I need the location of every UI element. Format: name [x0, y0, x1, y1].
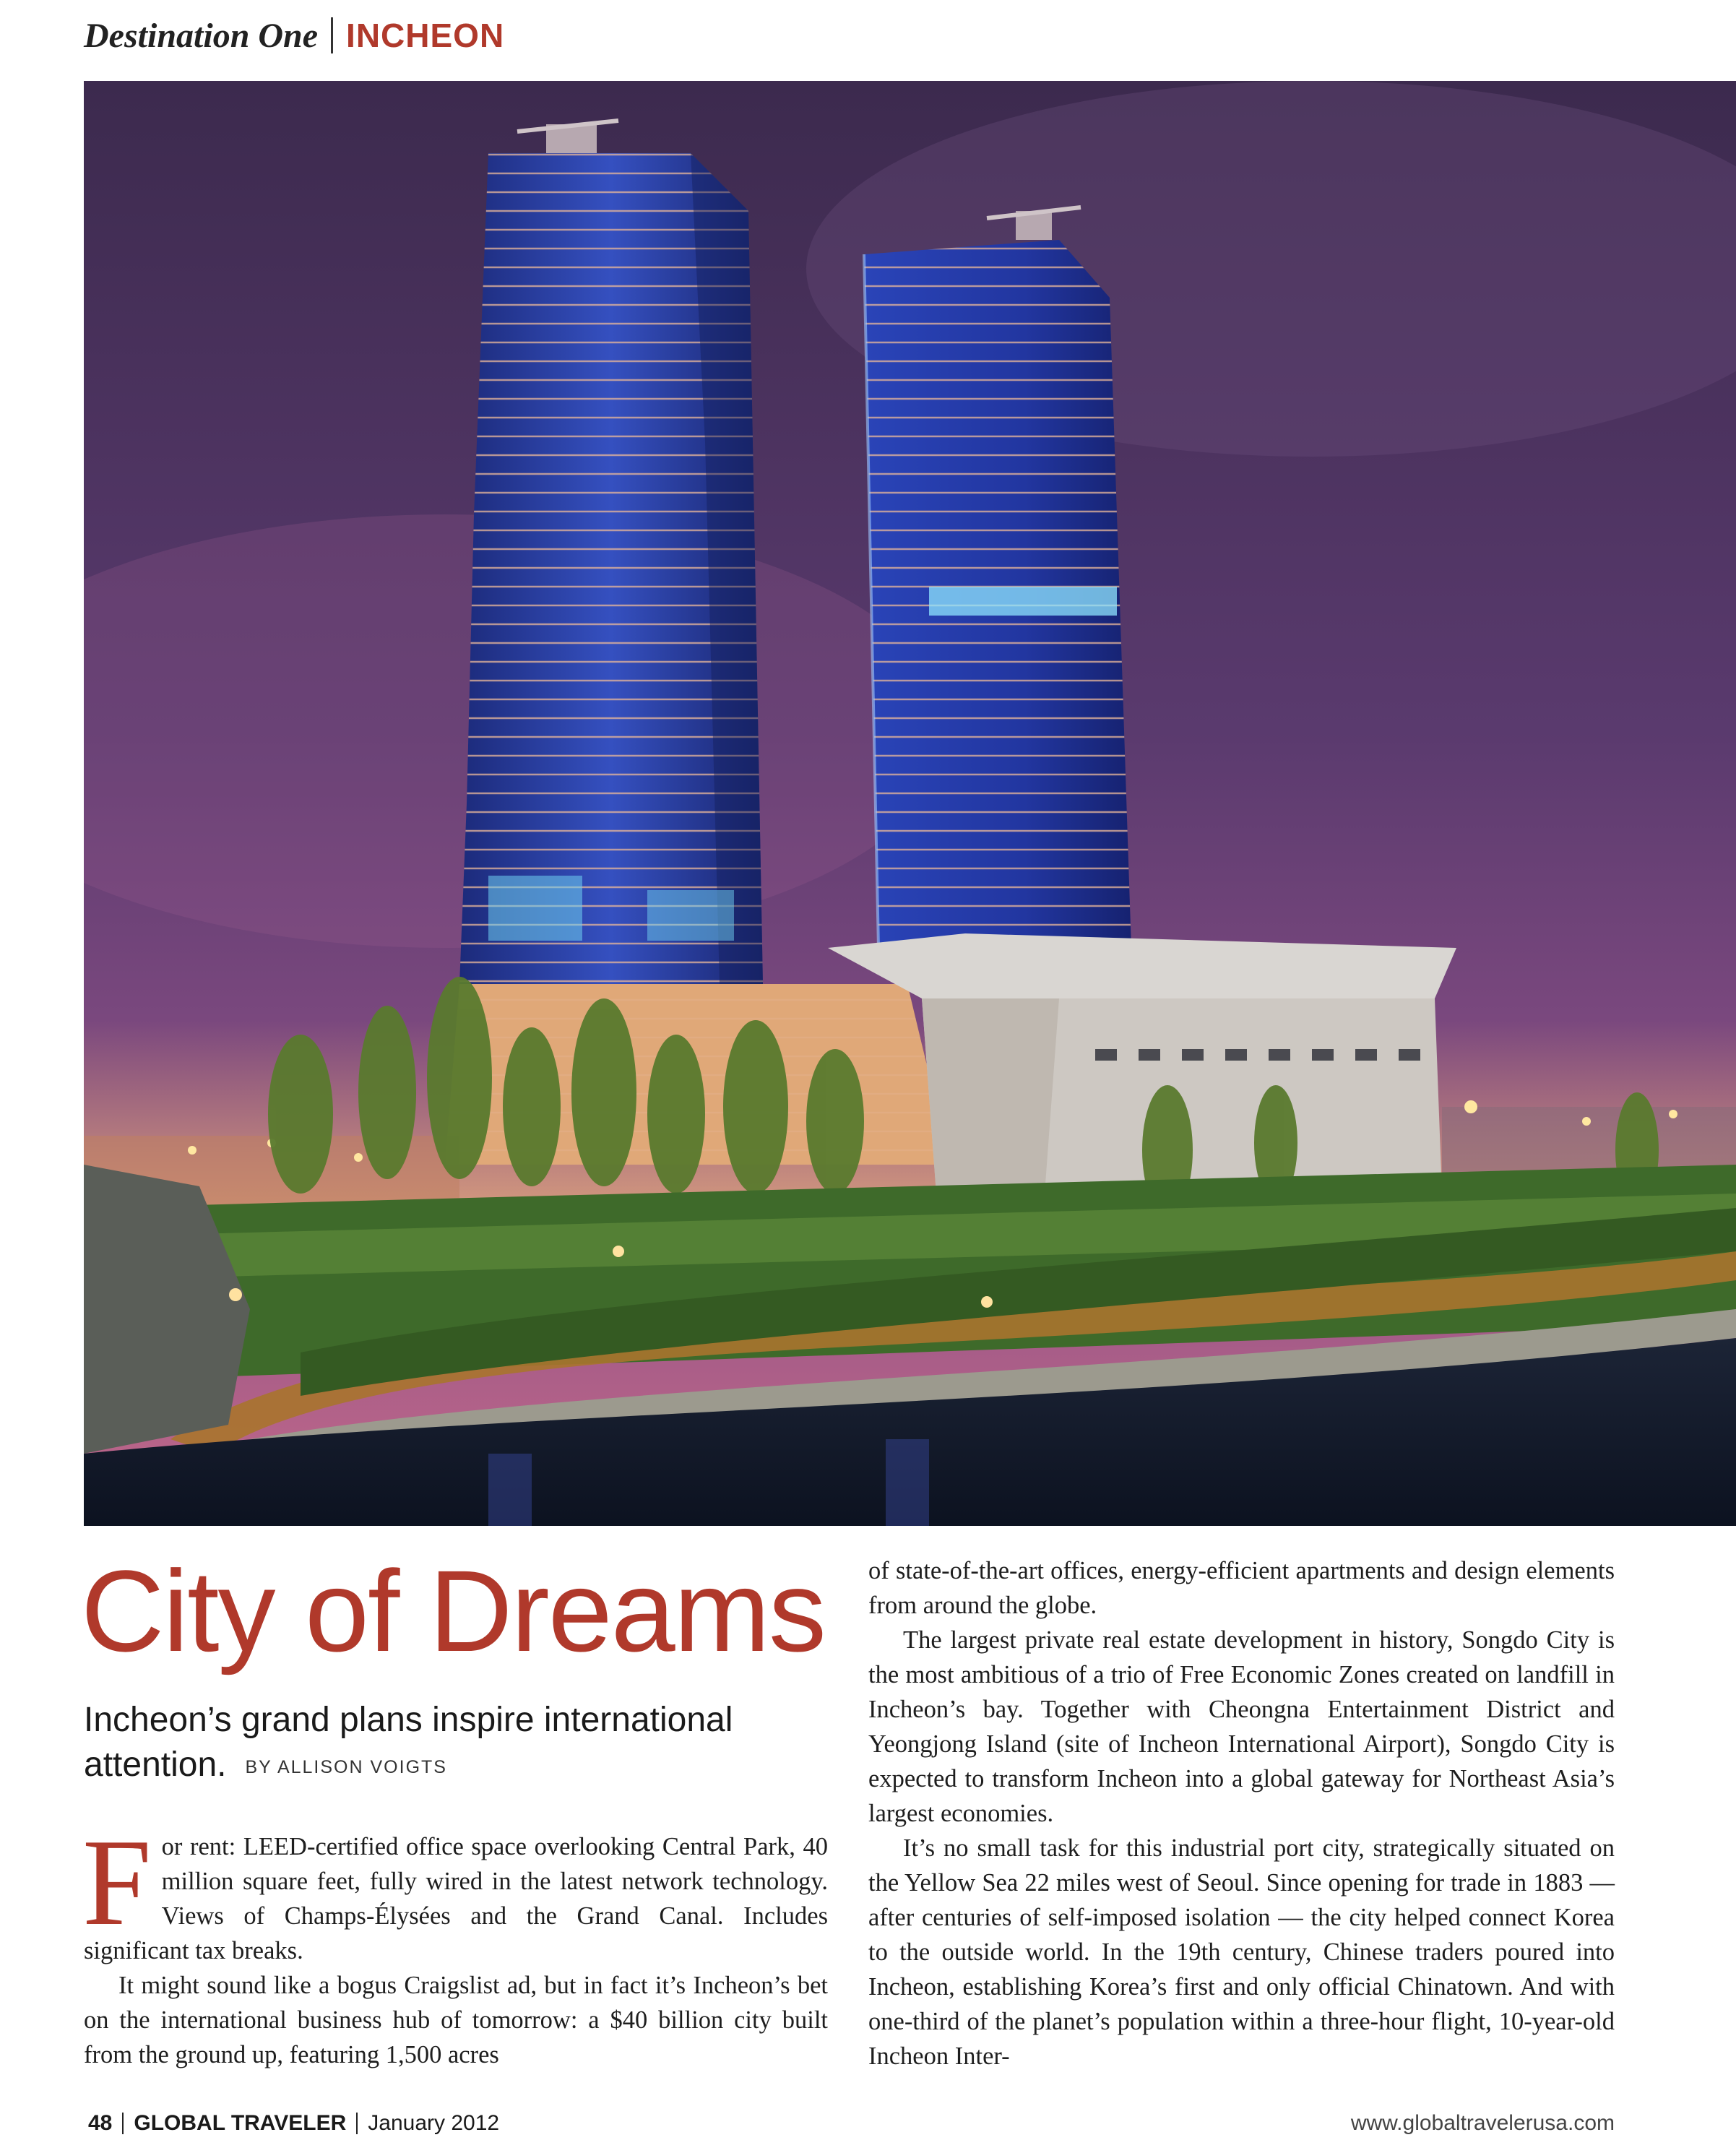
section-city: INCHEON	[346, 17, 505, 54]
deck-text: Incheon’s grand plans inspire international attention.	[84, 1701, 733, 1784]
skyline-photo	[84, 81, 1736, 1526]
body-column-right	[868, 1553, 1615, 2074]
paragraph: The largest private real estate development in history, Songdo City is the most ambitious of a trio of Free Economic Zones created on landfill in Incheon’s bay. Together with Cheongna Entertainment District and Yeongjong Island (site of Incheon International Airport), Songdo City is expected to transform Incheon into a global gateway for Northeast Asia’s largest economies.	[868, 1626, 1615, 1827]
paragraph	[82, 1814, 828, 1968]
page-footer	[88, 2111, 499, 2136]
footer-divider	[356, 2113, 358, 2134]
deck	[84, 1698, 850, 1790]
page-number: 48	[88, 2111, 113, 2135]
paragraph: It’s no small task for this industrial port city, strategically situated on the Yellow Sea 22 miles west of Seoul. Since opening for trade in 1883 — after centuries of self-imposed isolation — the city helped connect Korea to the outside world. In the 19th century, Chinese traders poured into Incheon, establishing Korea’s first and only official Chinatown. And with one-third of the planet’s population within a three-hour flight, 10-year-old Incheon Inter-	[868, 1834, 1615, 2070]
body-column-left	[82, 1814, 828, 2072]
byline: BY ALLISON VOIGTS	[245, 1757, 447, 1777]
paragraph-text: or rent: LEED-certified office space overlooking Central Park, 40 million square feet, fully wired in the latest network technology. Views of Champs-Élysées and the Grand Canal. Includes significant tax breaks.	[84, 1833, 828, 1964]
paragraph: of state-of-the-art offices, energy-efficient apartments and design elements from around the globe.	[868, 1557, 1615, 1619]
magazine-name: GLOBAL TRAVELER	[134, 2111, 347, 2135]
dropcap: F	[82, 1814, 152, 1951]
issue-date: January 2012	[368, 2111, 500, 2135]
night-skyline-photo-icon	[84, 81, 1736, 1526]
headline: City of Dreams	[81, 1546, 825, 1675]
footer-divider	[122, 2113, 124, 2134]
header-divider	[331, 17, 333, 53]
website-link[interactable]: www.globaltravelerusa.com	[1350, 2111, 1615, 2135]
section-header	[84, 10, 504, 61]
paragraph: It might sound like a bogus Craigslist ad, but in fact it’s Incheon’s bet on the international business hub of tomorrow: a $40 billion city built from the ground up, featuring 1,500 acres	[84, 1972, 828, 2068]
section-label: Destination One	[84, 16, 319, 55]
